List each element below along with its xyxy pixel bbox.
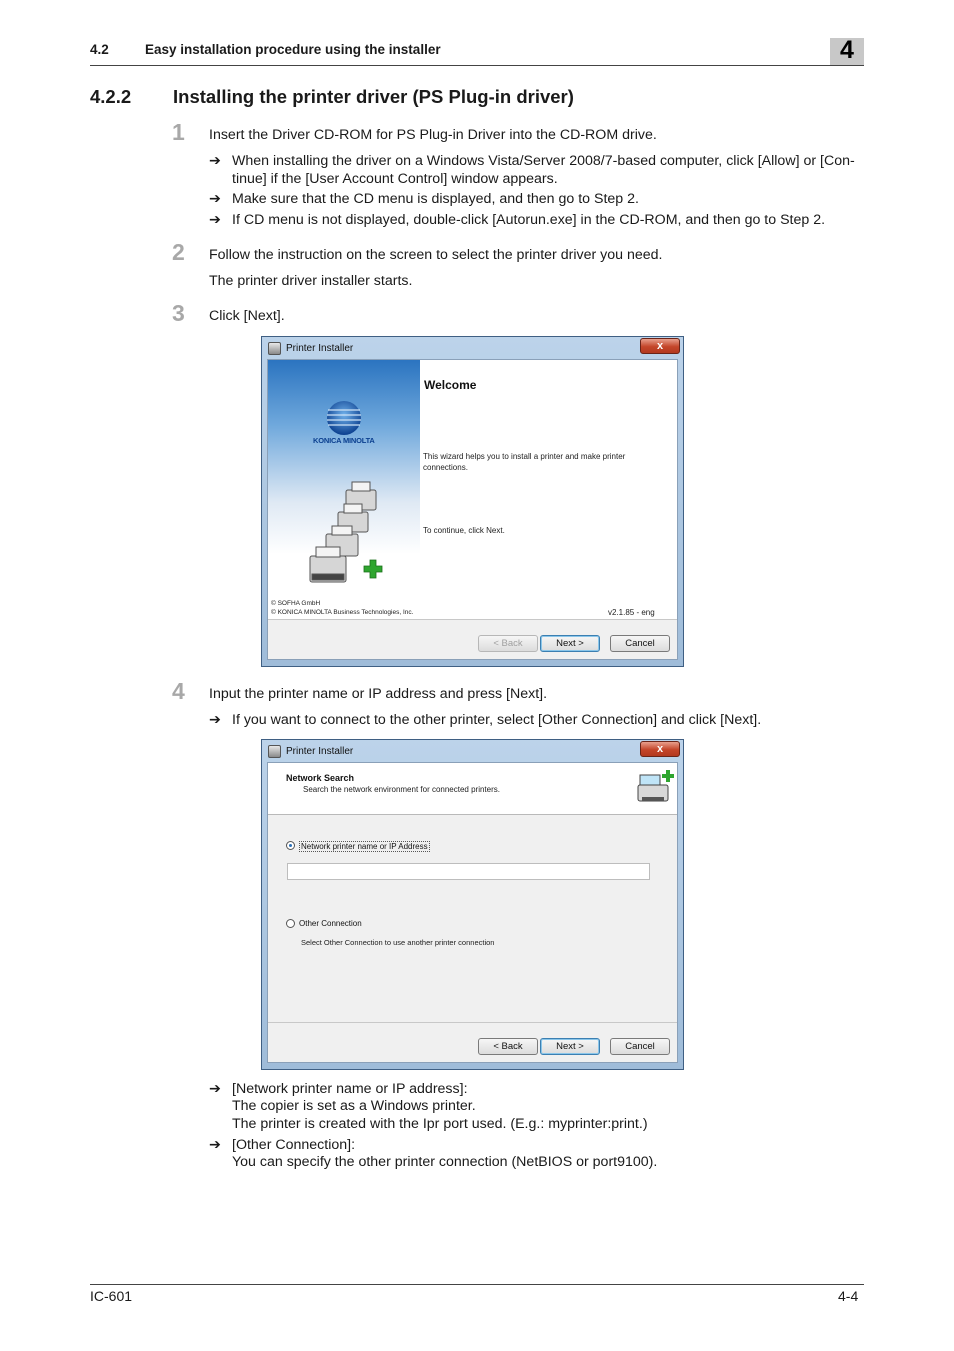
welcome-side-panel [268, 360, 420, 619]
other-connection-description: Select Other Connection to use another printer connection [301, 938, 495, 947]
printer-address-input[interactable] [287, 863, 650, 880]
bullet-text: tinue] if the [User Account Control] window appears. [232, 171, 558, 187]
dialog-title: Printer Installer [286, 746, 354, 757]
arrow-icon: ➔ [209, 712, 221, 728]
divider [268, 1022, 677, 1023]
header-section-title: Easy installation procedure using the installer [145, 42, 441, 57]
dialog-body [267, 762, 678, 1063]
close-button[interactable]: x [640, 741, 680, 757]
bullet-text: Make sure that the CD menu is displayed, and then go to Step 2. [232, 191, 639, 207]
step-number: 3 [172, 300, 185, 326]
footer-model: IC-601 [90, 1288, 133, 1304]
other-connection-label[interactable]: Other Connection [299, 919, 362, 928]
chapter-number: 4 [840, 36, 854, 64]
network-printer-radio[interactable] [286, 841, 295, 850]
dialog-body [267, 359, 678, 660]
cancel-button[interactable]: Cancel [610, 635, 670, 652]
banner-heading: Network Search [286, 773, 355, 783]
bullet-text: If CD menu is not displayed, double-click [Autorun.exe] in the CD-ROM, and then go to Step 2. [232, 212, 826, 228]
note-text: You can specify the other printer connection (NetBIOS or port9100). [232, 1154, 658, 1170]
note-text: [Network printer name or IP address]: [232, 1081, 468, 1097]
step-text: Insert the Driver CD-ROM for PS Plug-in Driver into the CD-ROM drive. [209, 127, 657, 143]
section-number: 4.2.2 [90, 86, 132, 107]
step-result-text: The printer driver installer starts. [209, 273, 413, 289]
note-text: The printer is created with the Ipr port used. (E.g.: myprinter:print.) [232, 1116, 648, 1132]
note-text: [Other Connection]: [232, 1137, 356, 1153]
next-button[interactable]: Next > [540, 1038, 600, 1055]
bullet-text: If you want to connect to the other printer, select [Other Connection] and click [Next]. [232, 712, 762, 728]
step-text: Input the printer name or IP address and press [Next]. [209, 686, 548, 702]
back-button[interactable]: < Back [478, 1038, 538, 1055]
note-text: The copier is set as a Windows printer. [232, 1098, 476, 1114]
step-text: Click [Next]. [209, 308, 285, 324]
close-button[interactable]: x [640, 338, 680, 354]
header-rule [90, 65, 864, 66]
next-button[interactable]: Next > [540, 635, 600, 652]
step-text: Follow the instruction on the screen to select the printer driver you need. [209, 247, 663, 263]
arrow-icon: ➔ [209, 1137, 221, 1153]
arrow-icon: ➔ [209, 191, 221, 207]
app-icon [268, 745, 281, 758]
back-button[interactable]: < Back [478, 635, 538, 652]
printer-add-icon [636, 767, 676, 807]
step-number: 4 [172, 678, 185, 704]
continue-instruction: To continue, click Next. [423, 526, 505, 535]
arrow-icon: ➔ [209, 212, 221, 228]
welcome-heading: Welcome [424, 378, 477, 392]
divider [268, 619, 677, 620]
welcome-dialog-screenshot [261, 336, 684, 667]
step-number: 2 [172, 239, 185, 265]
dialog-title: Printer Installer [286, 343, 354, 354]
network-search-dialog-screenshot [261, 739, 684, 1070]
welcome-content [420, 360, 677, 619]
banner-subheading: Search the network environment for connected printers. [303, 785, 500, 794]
cancel-button[interactable]: Cancel [610, 1038, 670, 1055]
arrow-icon: ➔ [209, 1081, 221, 1097]
welcome-description: This wizard helps you to install a printer and make printer [423, 452, 626, 461]
header-section-number: 4.2 [90, 42, 109, 57]
brand-name: KONICA MINOLTA [313, 436, 375, 445]
footer-page-number: 4-4 [838, 1288, 859, 1304]
version-label: v2.1.85 - eng [608, 608, 655, 617]
dialog-banner [268, 763, 677, 815]
section-title: Installing the printer driver (PS Plug-in driver) [173, 86, 574, 107]
radio-selected-dot [289, 844, 292, 847]
arrow-icon: ➔ [209, 153, 221, 169]
copyright-line: © SOFHA GmbH [271, 600, 321, 607]
network-printer-label[interactable]: Network printer name or IP Address [301, 842, 428, 851]
copyright-line: © KONICA MINOLTA Business Technologies, Inc. [271, 609, 414, 616]
other-connection-radio[interactable] [286, 919, 295, 928]
bullet-text: When installing the driver on a Windows Vista/Server 2008/7-based computer, click [Allow] or [Con- [232, 153, 855, 169]
printers-illustration-icon [268, 360, 420, 619]
app-icon [268, 342, 281, 355]
footer-rule [90, 1284, 864, 1285]
step-number: 1 [172, 119, 185, 145]
welcome-description-cont: connections. [423, 463, 468, 472]
